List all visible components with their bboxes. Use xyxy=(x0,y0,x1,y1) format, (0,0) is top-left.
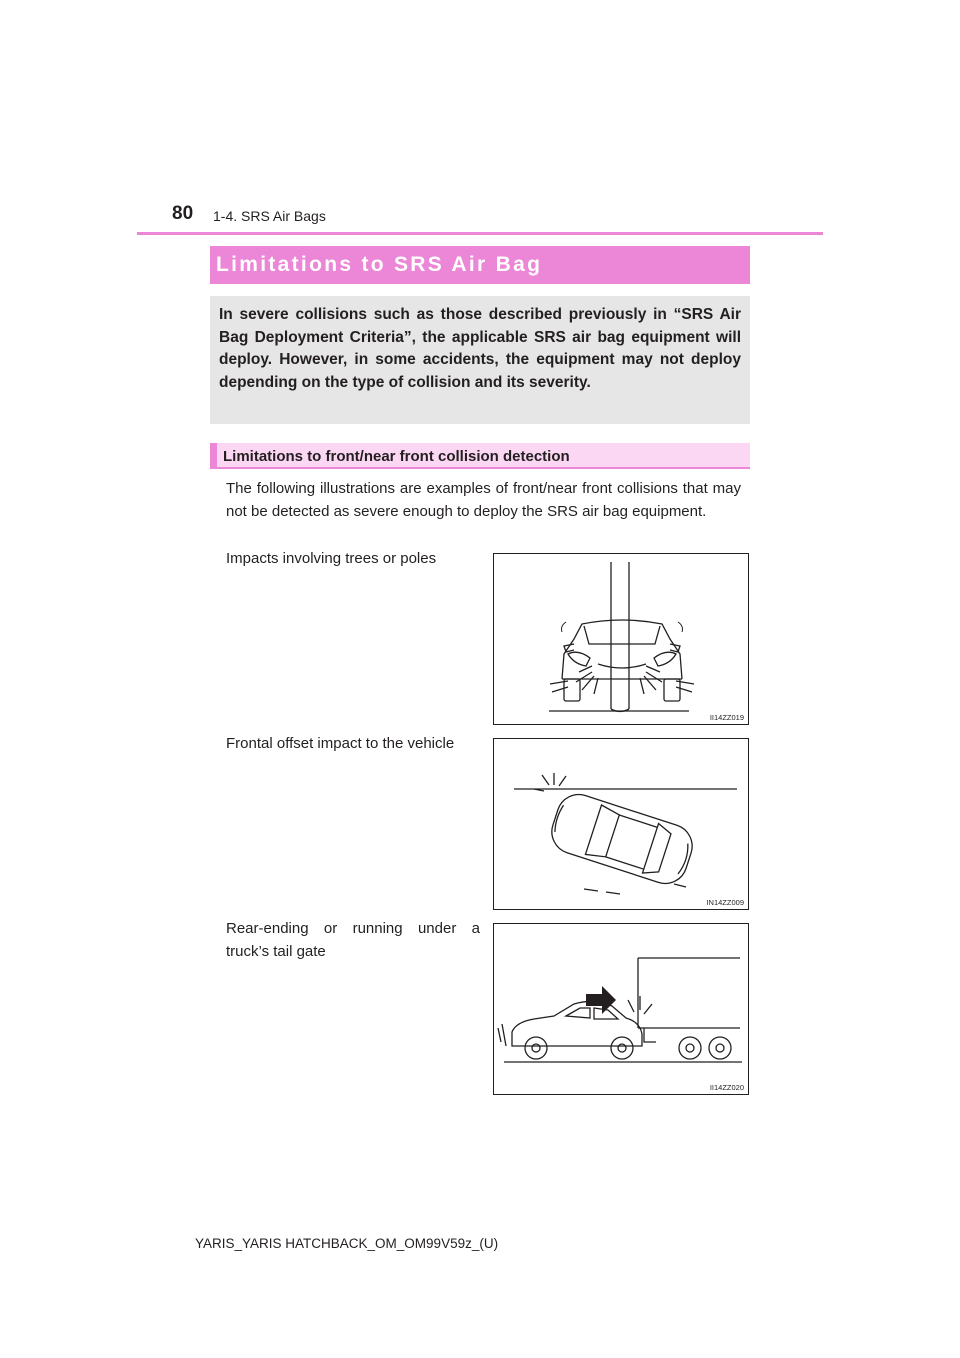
case-text-offset: Frontal offset impact to the vehicle xyxy=(226,735,455,752)
figure-offset-impact xyxy=(493,738,749,910)
subsection-rule xyxy=(210,467,750,469)
figure-code-truck: II14ZZ020 xyxy=(709,1083,744,1092)
figure-pole-impact xyxy=(493,553,749,725)
page-title: Limitations to SRS Air Bag xyxy=(216,253,543,276)
case-text-pole: Impacts involving trees or poles xyxy=(226,550,437,567)
figure-code-offset: IN14ZZ009 xyxy=(706,898,744,907)
figure-truck-underride xyxy=(493,923,749,1095)
page-number: 80 xyxy=(172,203,194,224)
subsection-heading: Limitations to front/near front collision detection xyxy=(223,448,570,465)
intro-text: In severe collisions such as those described previously in “SRS Air Bag Deployment Criteria”, the applicable SRS air bag equipment will deploy. However, in some accidents, the equipment may not deploy depending on the type of collision and its severity. xyxy=(219,306,741,391)
figure-code-pole: II14ZZ019 xyxy=(709,713,744,722)
car-hitting-pole-icon xyxy=(494,554,750,726)
case-text-truck: Rear-ending or running under a truck’s tail gate xyxy=(226,920,480,960)
car-under-truck-icon xyxy=(494,924,750,1096)
page-footer: YARIS_YARIS HATCHBACK_OM_OM99V59z_(U) xyxy=(195,1236,499,1251)
section-label: 1-4. SRS Air Bags xyxy=(213,208,326,224)
header-rule xyxy=(137,232,823,235)
subsection-body: The following illustrations are examples of front/near front collisions that may not be detected as severe enough to deploy the SRS air bag equipment. xyxy=(226,480,741,520)
car-offset-impact-icon xyxy=(494,739,750,911)
